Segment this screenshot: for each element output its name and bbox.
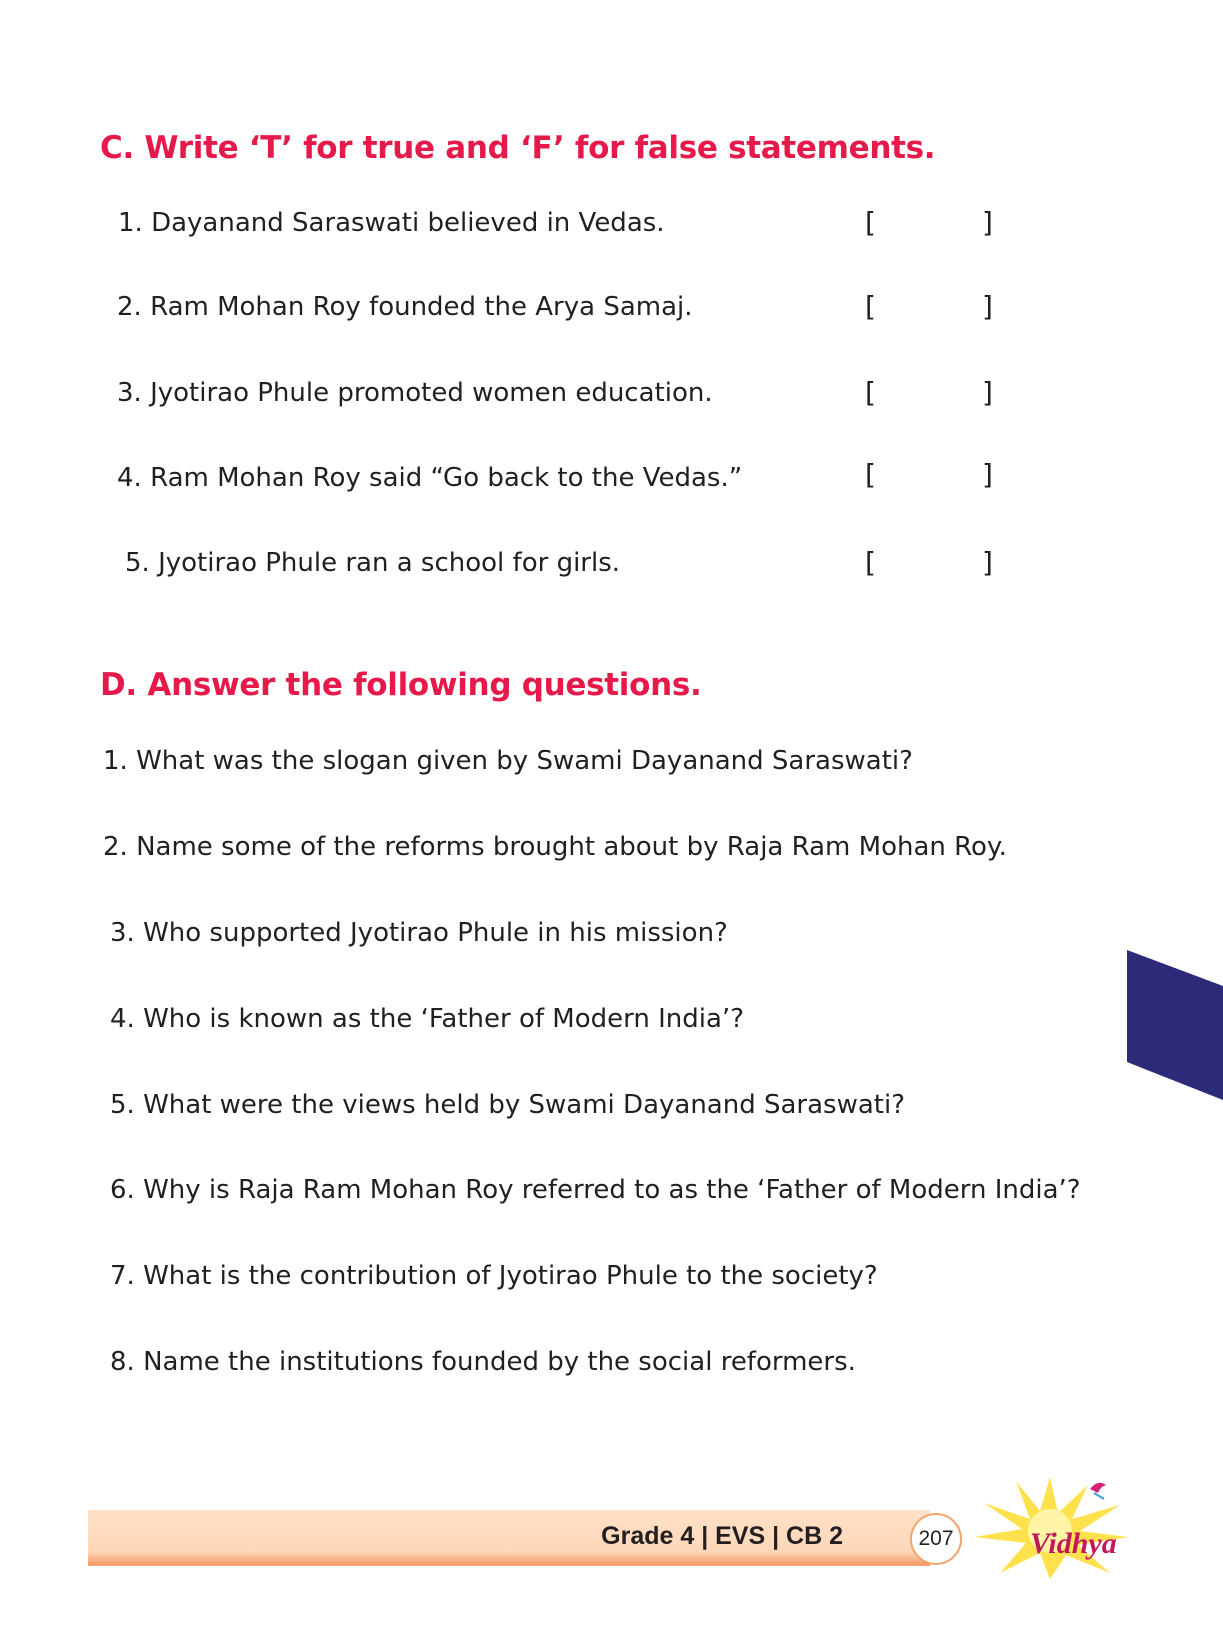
footer-grade-subject: Grade 4 | EVS | CB 2 — [601, 1522, 843, 1550]
chapter-tab-icon — [1127, 950, 1223, 1100]
question-4: 4. Who is known as the ‘Father of Modern India’? — [110, 1004, 744, 1034]
answer-bracket-open-3: [ — [865, 376, 876, 409]
answer-bracket-open-1: [ — [865, 206, 876, 239]
sun-bird-logo-icon — [970, 1475, 1130, 1580]
answer-bracket-close-4: ] — [982, 458, 993, 491]
tf-statement-4: 4. Ram Mohan Roy said “Go back to the Vedas.” — [117, 463, 743, 493]
question-2: 2. Name some of the reforms brought about by Raja Ram Mohan Roy. — [103, 832, 1007, 862]
answer-bracket-close-5: ] — [982, 546, 993, 579]
tf-statement-5: 5. Jyotirao Phule ran a school for girls. — [125, 548, 621, 578]
question-8: 8. Name the institutions founded by the social reformers. — [110, 1347, 856, 1377]
tf-statement-1: 1. Dayanand Saraswati believed in Vedas. — [118, 208, 665, 238]
answer-bracket-open-5: [ — [865, 546, 876, 579]
question-1: 1. What was the slogan given by Swami Dayanand Saraswati? — [103, 746, 913, 776]
question-6: 6. Why is Raja Ram Mohan Roy referred to as the ‘Father of Modern India’? — [110, 1175, 1081, 1205]
logo-wordmark: Vidhya — [1030, 1527, 1117, 1560]
answer-bracket-open-2: [ — [865, 290, 876, 323]
answer-bracket-close-3: ] — [982, 376, 993, 409]
question-7: 7. What is the contribution of Jyotirao Phule to the society? — [110, 1261, 878, 1291]
answer-bracket-close-2: ] — [982, 290, 993, 323]
page-number — [910, 1513, 962, 1565]
page-number-text: 207 — [918, 1527, 954, 1550]
answer-bracket-close-1: ] — [982, 206, 993, 239]
section-c-heading: C. Write ‘T’ for true and ‘F’ for false statements. — [100, 130, 936, 166]
question-3: 3. Who supported Jyotirao Phule in his mission? — [110, 918, 728, 948]
question-5: 5. What were the views held by Swami Dayanand Saraswati? — [110, 1090, 905, 1120]
tf-statement-2: 2. Ram Mohan Roy founded the Arya Samaj. — [117, 292, 693, 322]
answer-bracket-open-4: [ — [865, 458, 876, 491]
tf-statement-3: 3. Jyotirao Phule promoted women education. — [117, 378, 713, 408]
section-d-heading: D. Answer the following questions. — [100, 667, 702, 703]
